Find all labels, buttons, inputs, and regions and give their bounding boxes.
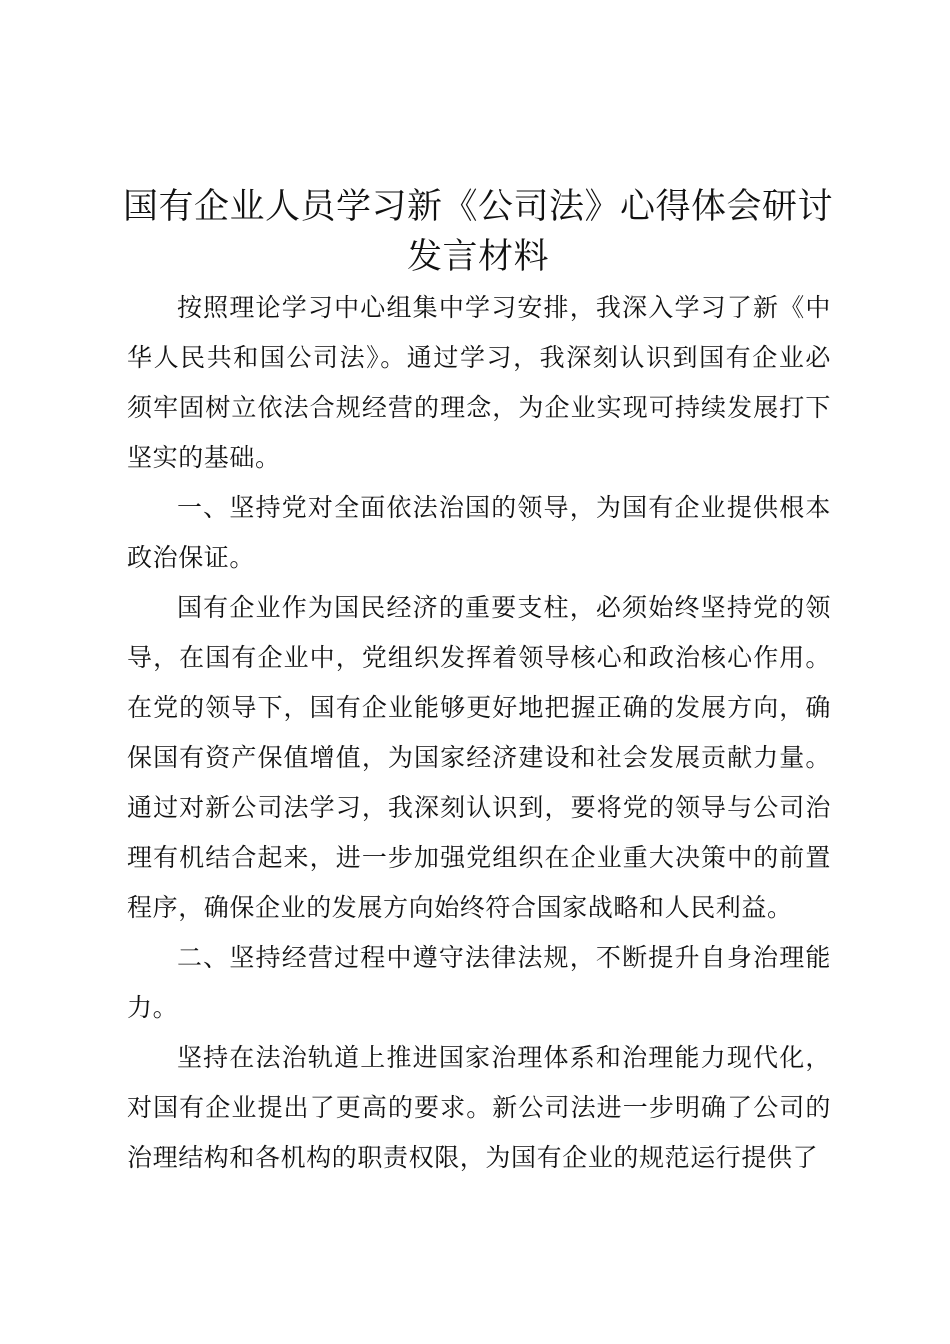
section-heading-1: 一、坚持党对全面依法治国的领导，为国有企业提供根本政治保证。 — [127, 493, 831, 572]
paragraph-intro: 按照理论学习中心组集中学习安排，我深入学习了新《中华人民共和国公司法》。通过学习，我深刻认识到国有企业必须牢固树立依法合规经营的理念，为企业实现可持续发展打下坚实的基础。 — [127, 293, 831, 472]
paragraph-section-2: 坚持在法治轨道上推进国家治理体系和治理能力现代化，对国有企业提出了更高的要求。新公司法进一步明确了公司的治理结构和各机构的职责权限，为国有企业的规范运行提供了 — [127, 1043, 831, 1172]
paragraph-section-1: 国有企业作为国民经济的重要支柱，必须始终坚持党的领导，在国有企业中，党组织发挥着领导核心和政治核心作用。在党的领导下，国有企业能够更好地把握正确的发展方向，确保国有资产保值增值，为国家经济建设和社会发展贡献力量。通过对新公司法学习，我深刻认识到，要将党的领导与公司治理有机结合起来，进一步加强党组织在企业重大决策中的前置程序，确保企业的发展方向始终符合国家战略和人民利益。 — [127, 593, 831, 922]
document-title: 国有企业人员学习新《公司法》心得体会研讨发言材料 — [122, 187, 833, 277]
section-heading-2: 二、坚持经营过程中遵守法律法规，不断提升自身治理能力。 — [127, 943, 831, 1022]
document-body — [127, 283, 831, 1183]
